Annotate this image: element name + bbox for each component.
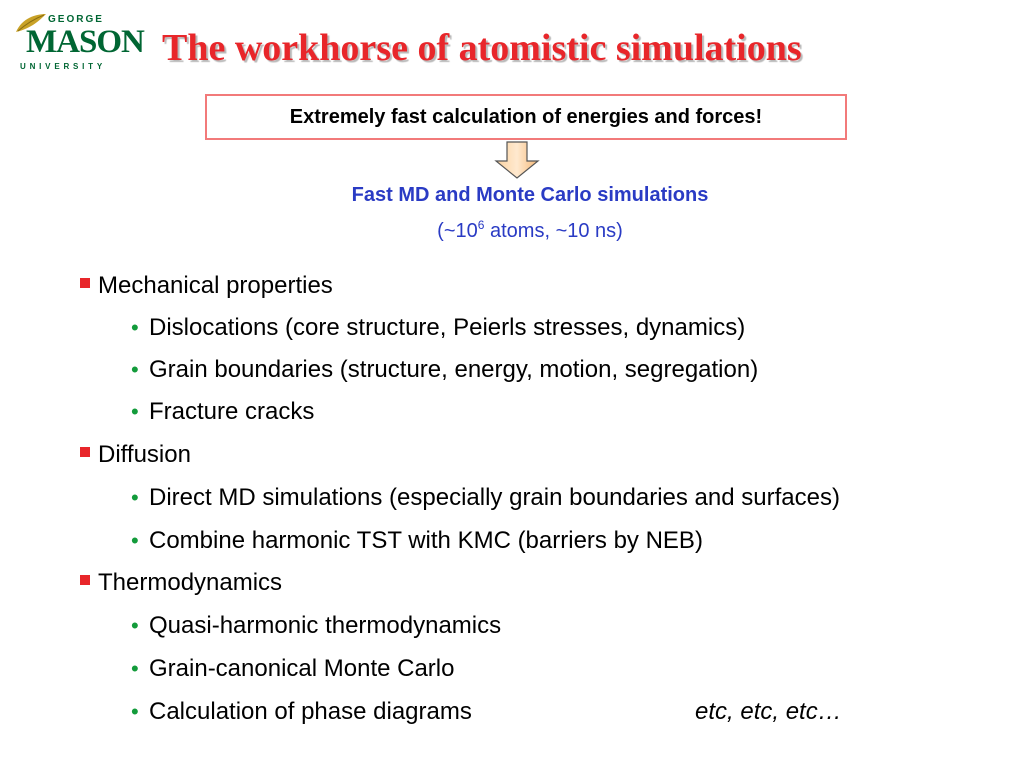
section-heading-thermodynamics: Thermodynamics: [98, 569, 282, 597]
square-bullet-icon: [80, 575, 90, 585]
callout-text: Extremely fast calculation of energies and forces!: [289, 105, 763, 128]
dot-bullet-icon: •: [131, 357, 139, 382]
dot-bullet-icon: •: [131, 315, 139, 340]
callout-box: [205, 94, 847, 140]
logo-university-text: UNIVERSITY: [20, 62, 107, 71]
square-bullet-icon: [80, 447, 90, 457]
list-item: • Dislocations (core structure, Peierls stresses, dynamics): [131, 314, 746, 341]
dot-bullet-icon: •: [131, 613, 139, 638]
list-item: • Calculation of phase diagrams: [131, 698, 472, 725]
down-arrow-icon: [494, 141, 540, 179]
university-logo: [14, 12, 144, 76]
slide-title: The workhorse of atomistic simulations: [162, 27, 802, 69]
dot-bullet-icon: •: [131, 399, 139, 424]
logo-mason-text: MASON: [26, 24, 144, 60]
result-headline: Fast MD and Monte Carlo simulations: [351, 184, 709, 206]
list-item: • Quasi-harmonic thermodynamics: [131, 612, 502, 639]
dot-bullet-icon: •: [131, 528, 139, 553]
list-item: • Grain boundaries (structure, energy, motion, segregation): [131, 356, 759, 383]
list-item: • Direct MD simulations (especially grain boundaries and surfaces): [131, 484, 840, 511]
list-item: • Fracture cracks: [131, 398, 315, 425]
section-heading-diffusion: Diffusion: [98, 441, 191, 469]
result-scale: ($\sim 10^6$ atoms, ~10 ns): [437, 218, 623, 242]
logo-george-text: GEORGE: [48, 14, 104, 25]
square-bullet-icon: [80, 278, 90, 288]
list-item: • Grain-canonical Monte Carlo: [131, 655, 455, 682]
dot-bullet-icon: •: [131, 485, 139, 510]
list-item: • Combine harmonic TST with KMC (barriers by NEB): [131, 527, 703, 554]
section-heading-mechanical: Mechanical properties: [98, 272, 333, 300]
dot-bullet-icon: •: [131, 656, 139, 681]
footer-note: etc, etc, etc…: [695, 698, 842, 725]
dot-bullet-icon: •: [131, 699, 139, 724]
